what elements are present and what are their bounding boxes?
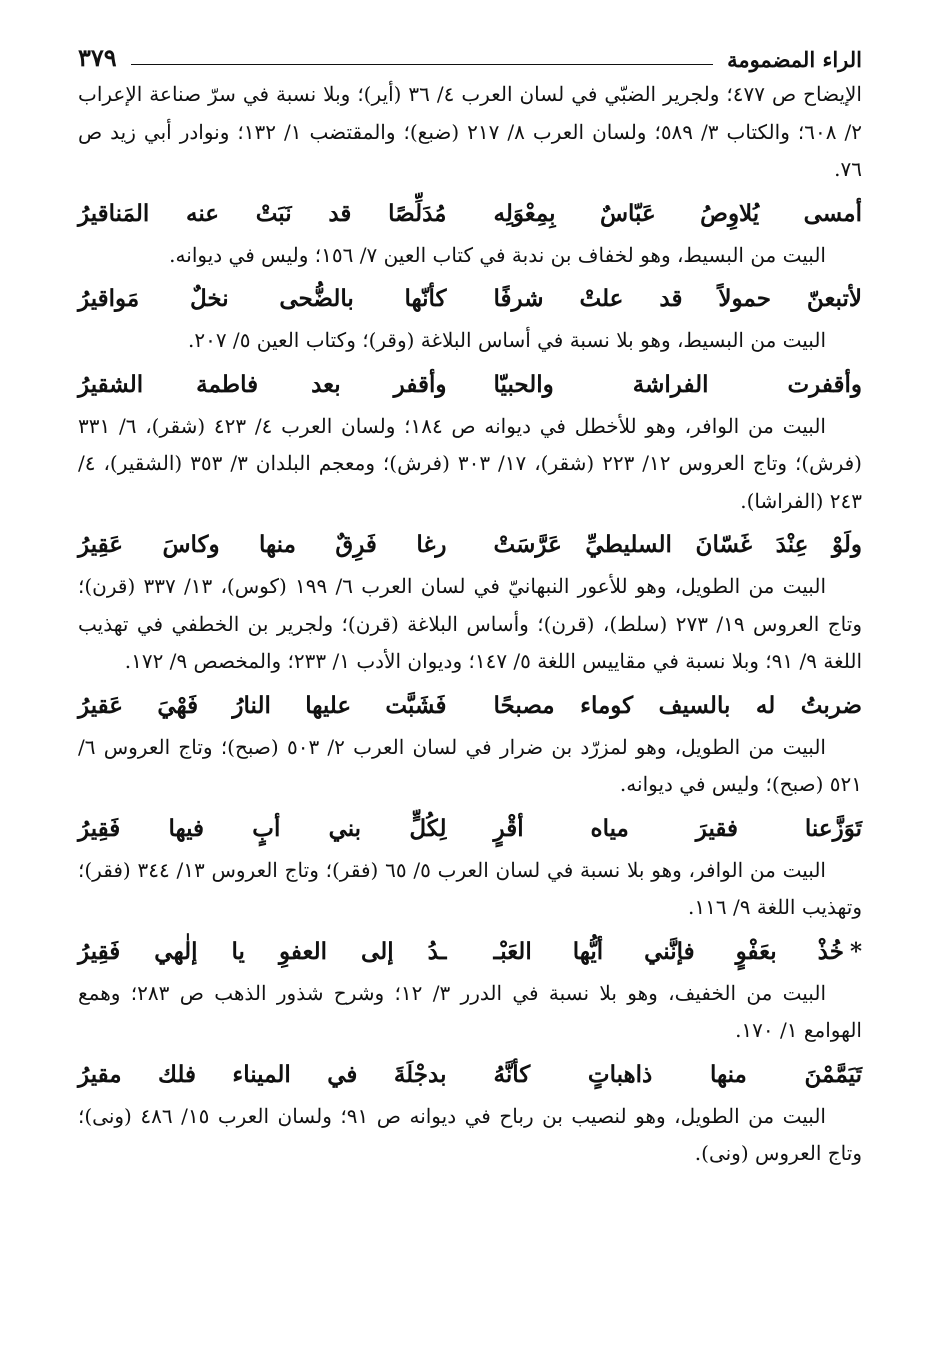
verse-line [78,687,862,725]
verse-first-hemistich [494,933,862,971]
verse-first-hemistich: تَيَمَّمْنَ منها ذاهباتٍ كأنَّهُ [493,1060,862,1088]
verse-second-hemistich: ـدُ إلى العفوِ يا إلٰهي فَقِيرُ [78,937,447,965]
citation-paragraph: البيت من البسيط، وهو لخفاف بن ندبة في كتاب العين ٧/ ١٥٦؛ وليس في ديوانه. [169,242,826,267]
citation-paragraph: البيت من الطويل، وهو لنصيب بن رباح في ديوانه ص ٩١؛ ولسان العرب ١٥/ ٤٨٦ (ونى)؛ وتاج العروس (ونى). [78,1103,862,1165]
verse-first-hemistich: ولَوْ عِنْدَ غَسّانَ السليطيِّ عَرَّسَتْ [493,531,862,558]
running-title: الراء المضمومة [727,47,862,72]
verse-second-hemistich: بدجْلَةَ في الميناء فلك مقيرُ [78,1060,447,1088]
page-header [78,38,862,72]
verse-line [78,526,862,564]
page-number: ٣٧٩ [78,43,117,72]
verse-first-hemistich: وأقفرت الفراشة والحبيّا [493,370,862,398]
verse-line [78,933,862,971]
verse-line [78,195,862,233]
citation-paragraph: البيت من الوافر، وهو بلا نسبة في لسان العرب ٥/ ٦٥ (فقر)؛ وتاج العروس ١٣/ ٣٤٤ (فقر)؛ وتهذيب اللغة ٩/ ١١٦. [78,857,862,919]
verse-line [78,810,862,848]
header-rule [131,64,713,65]
verse-second-hemistich: رغا فَرِقٌ منها وكاسَ عَقِيرُ [78,531,447,558]
verse-line [78,1056,862,1094]
verse-first-hemistich: لأتبعنّ حمولاً قد علتْ شرفًا [493,285,862,312]
verse-first-hemistich: تَوَزَّعنا فقيرَ مياه أقْرٍ [493,814,862,842]
verse-line [78,280,862,318]
page-body [78,76,862,1173]
asterisk-marker: * [849,937,862,965]
citation-paragraph: الإيضاح ص ٤٧٧؛ ولجرير الضبّي في لسان العرب ٤/ ٣٦ (أير)؛ وبلا نسبة في سرّ صناعة الإعراب ٢/ ٦٠٨؛ والكتاب ٣/ ٥٨٩؛ ولسان العرب ٨/ ٢١٧ (ضبع)؛ والمقتضب ١/ ١٣٢؛ ونوادر أبي زيد ص ٧٦. [78,82,862,181]
verse-first-hemistich-text: خُذْ بعَفْوٍ فإنَّني أيُّها العَبْـ [493,937,844,965]
citation-paragraph: البيت من البسيط، وهو بلا نسبة في أساس البلاغة (وقر)؛ وكتاب العين ٥/ ٢٠٧. [187,328,826,352]
verse-second-hemistich: كأنّها بالضُّحى نخلٌ مَواقيرُ [78,285,447,312]
citation-paragraph: البيت من الخفيف، وهو بلا نسبة في الدرر ٣/ ١٢؛ وشرح شذور الذهب ص ٢٨٣؛ وهمع الهوامع ١/ ١٧٠. [78,980,862,1042]
verse-second-hemistich: مُدَلِّصًا قد نَبَتْ عنه المَناقيرُ [78,199,447,227]
citation-paragraph: البيت من الطويل، وهو للأعور النبهانيّ في لسان العرب ٦/ ١٩٩ (كوس)، ١٣/ ٣٣٧ (قرن)؛ وتاج العروس ١٩/ ٢٧٣ (سلط)، (قرن)؛ وأساس البلاغة (قرن)؛ ولجرير بن الخطفي في تهذيب اللغة ٩/ ٩١؛ وبلا نسبة في مقاييس اللغة ٥/ ١٤٧؛ وديوان الأدب ١/ ٢٣٣؛ والمخصص ٩/ ١٧٢. [78,574,862,673]
citation-paragraph: البيت من الوافر، وهو للأخطل في ديوانه ص ١٨٤؛ ولسان العرب ٤/ ٤٢٣ (شقر)، ٦/ ٣٣١ (فرش)؛ وتاج العروس ١٢/ ٢٢٣ (شقر)، ١٧/ ٣٠٣ (فرش)؛ ومعجم البلدان ٣/ ٣٥٣ (الشقير)، ٤/ ٢٤٣ (الفراشا). [78,413,862,513]
verse-second-hemistich: وأقفر بعد فاطمة الشقيرُ [78,370,447,398]
verse-line [78,366,862,404]
verse-second-hemistich: لِكُلٍّ بني أبٍ فيها فَقِيرُ [78,814,447,842]
verse-second-hemistich: فَشَبَّت عليها النارُ فَهْيَ عَقيرُ [78,691,447,719]
verse-first-hemistich: ضربتُ له بالسيف كوماء مصبحًا [493,691,862,719]
verse-first-hemistich: أمسى يُلاوِصُ عَبّاسٌ بِمِعْوَلِه [493,199,862,227]
citation-paragraph: البيت من الطويل، وهو لمزرّد بن ضرار في لسان العرب ٢/ ٥٠٣ (صبح)؛ وتاج العروس ٦/ ٥٢١ (صبح)؛ وليس في ديوانه. [78,734,862,796]
